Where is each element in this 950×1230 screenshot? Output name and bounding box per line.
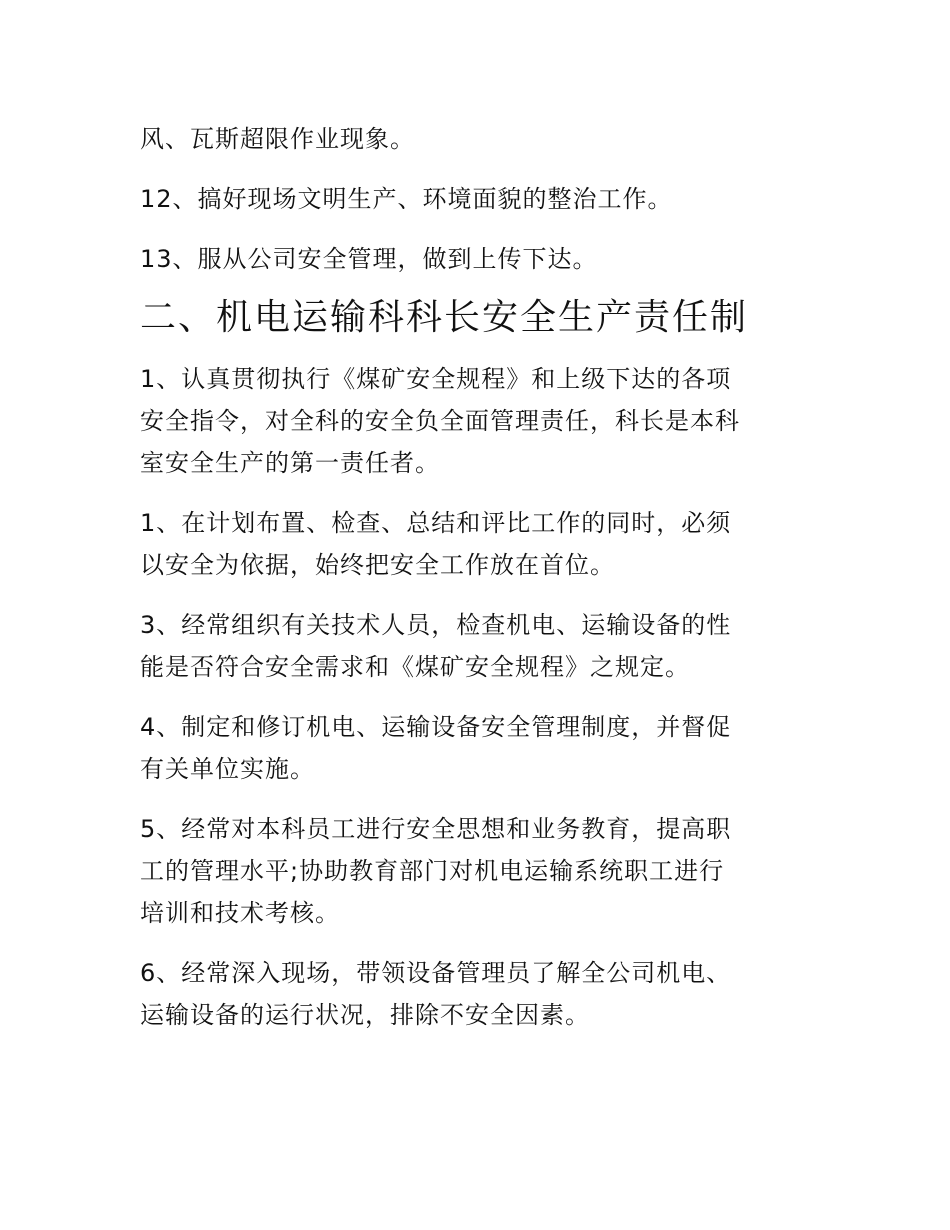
paragraph-spacer (140, 160, 820, 178)
duty-item-3 (140, 604, 820, 688)
paragraph-line: 室安全生产的第一责任者。 (140, 449, 440, 477)
paragraph-spacer (140, 484, 820, 502)
paragraph-line: 6、经常深入现场，带领设备管理员了解全公司机电、 (140, 959, 732, 987)
paragraph-spacer (140, 790, 820, 808)
paragraph-line: 风、瓦斯超限作业现象。 (140, 125, 415, 153)
paragraph-spacer (140, 280, 820, 292)
paragraph-line: 运输设备的运行状况，排除不安全因素。 (140, 1001, 590, 1029)
paragraph-line: 13、服从公司安全管理，做到上传下达。 (140, 245, 598, 273)
duty-item-2 (140, 502, 820, 586)
paragraph-spacer (140, 586, 820, 604)
paragraph-line: 以安全为依据，始终把安全工作放在首位。 (140, 551, 615, 579)
paragraph-line: 3、经常组织有关技术人员，检查机电、运输设备的性 (140, 611, 732, 639)
paragraph-spacer (140, 220, 820, 238)
paragraph-spacer (140, 688, 820, 706)
paragraph-spacer (140, 934, 820, 952)
paragraph-line: 安全指令，对全科的安全负全面管理责任，科长是本科 (140, 407, 740, 435)
continuation-paragraph (140, 118, 820, 160)
paragraph-line: 工的管理水平;协助教育部门对机电运输系统职工进行 (140, 857, 725, 885)
paragraph-line: 4、制定和修订机电、运输设备安全管理制度，并督促 (140, 713, 732, 741)
duty-item-6 (140, 952, 820, 1036)
paragraph-line: 1、认真贯彻执行《煤矿安全规程》和上级下达的各项 (140, 365, 732, 393)
duty-item-5 (140, 808, 820, 934)
paragraph-line: 1、在计划布置、检查、总结和评比工作的同时，必须 (140, 509, 732, 537)
paragraph-line: 能是否符合安全需求和《煤矿安全规程》之规定。 (140, 653, 690, 681)
paragraph-spacer (140, 344, 820, 358)
document-body (140, 118, 820, 1036)
paragraph-line: 12、搞好现场文明生产、环境面貌的整治工作。 (140, 185, 673, 213)
section-heading: 二、机电运输科科长安全生产责任制 (140, 297, 749, 338)
duty-item-1 (140, 358, 820, 484)
item-13-paragraph (140, 238, 820, 280)
paragraph-line: 培训和技术考核。 (140, 899, 340, 927)
paragraph-line: 5、经常对本科员工进行安全思想和业务教育，提高职 (140, 815, 732, 843)
paragraph-line: 有关单位实施。 (140, 755, 315, 783)
duty-item-4 (140, 706, 820, 790)
item-12-paragraph (140, 178, 820, 220)
